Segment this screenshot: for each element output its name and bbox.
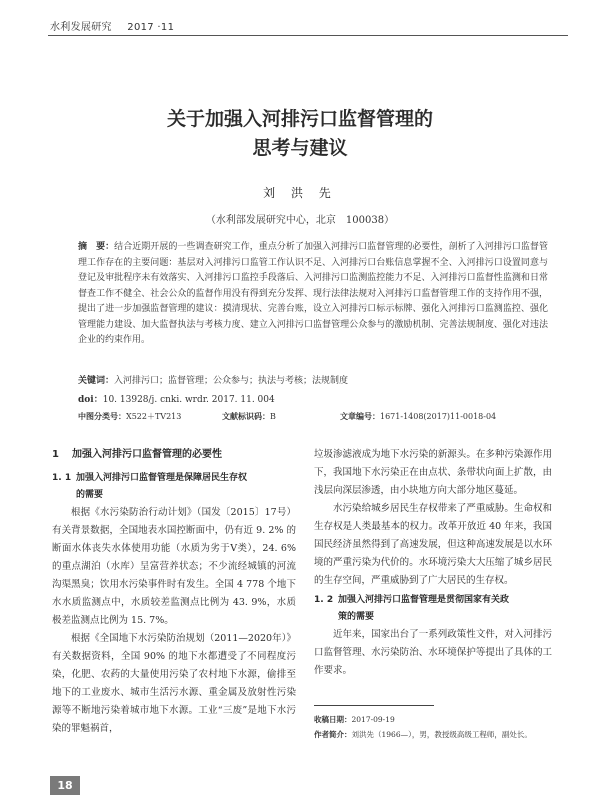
received-label: 收稿日期： <box>314 715 352 724</box>
author-info: 刘洪先（1966—），男，教授级高级工程师，副处长。 <box>351 730 532 739</box>
right-column <box>314 446 552 680</box>
doc-code-value: B <box>270 412 276 421</box>
keywords <box>78 373 548 386</box>
doc-code-label: 文献标识码： <box>222 412 270 421</box>
section-1-1-title: 加强入河排污口监督管理是保障居民生存权 <box>76 473 248 483</box>
header-rule <box>48 35 568 36</box>
article-title-line2: 思考与建议 <box>252 137 348 159</box>
section-1-title: 加强入河排污口监督管理的必要性 <box>72 449 222 460</box>
left-column <box>52 446 296 738</box>
issue-label: 2017 ·11 <box>127 22 175 33</box>
clc-label: 中图分类号： <box>78 412 126 421</box>
clc-block <box>78 412 181 421</box>
section-1-2-number: 1. 2 <box>314 595 334 605</box>
running-header <box>50 18 174 33</box>
author-affiliation: （水利部发展研究中心，北京 100038） <box>205 215 395 226</box>
section-1-2-title: 加强入河排污口监督管理是贯彻国家有关政 <box>338 595 510 605</box>
article-no-label: 文章编号： <box>340 412 380 421</box>
page-number: 18 <box>50 776 80 795</box>
article-title-line1: 关于加强入河排污口监督管理的 <box>166 108 433 130</box>
section-1-2-title-cont: 策的需要 <box>338 612 375 622</box>
abstract-text: 结合近期开展的一些调查研究工作，重点分析了加强入河排污口监督管理的必要性，剖析了入河排污口监督管理工作存在的主要问题：基层对入河排污口监管工作认识不足、入河排污口台账信息掌握不全、入河排污口设置同意与登记及审批程序未有效落实、入河排污口监控手段落后、入河排污口监测监控能力不足、入河排污口监督性监测和日常督查工作不健全、社会公众的监督作用没有得到充分发挥、现行法律法规对入河排污口监督管理工作的支持作用不强，提出了进一步加强监督管理的建议：摸清现状、完善台账，设立入河排污口标示标牌、强化入河排污口监测监控、强化管理能力建设、加大监督执法与考核力度、建立入河排污口监督管理公众参与的激励机制、完善法规制度、强化对违法企业的约束作用。 <box>78 242 548 345</box>
section-1-1-number: 1. 1 <box>52 473 72 483</box>
body-paragraph: 根据《全国地下水污染防治规划（2011—2020年）》有关数据资料，全国 90% 的地下水都遭受了不同程度污染，化肥、农药的大量使用污染了农村地下水源，偷排至地下的工业废水、城市生活污水源、重金属及放射性污染源等不断地污染着城市地下水源。工业“三废”是地下水污染的罪魁祸首， <box>52 633 296 734</box>
footnote-rule <box>314 705 434 706</box>
footnote-author <box>314 729 532 740</box>
classification-meta <box>78 411 548 422</box>
keywords-text: 入河排污口；监督管理；公众参与；执法与考核；法规制度 <box>114 376 349 386</box>
article-no-value: 1671-1408(2017)11-0018-04 <box>380 412 497 421</box>
doc-code-block <box>222 411 276 422</box>
body-paragraph: 水污染给城乡居民生存权带来了严重威胁。生命权和生存权是人类最基本的权力。改革开放近 40 年来，我国国民经济虽然得到了高速发展，但这种高速发展是以水环境的严重污染为代价的。水环境污染大大压缩了城乡居民的生存空间，严重威胁到了广大居民的生存权。 <box>314 503 552 586</box>
doi-text: 10. 13928/j. cnki. wrdr. 2017. 11. 004 <box>102 395 275 405</box>
abstract-label: 摘 要： <box>78 242 115 252</box>
received-date: 2017-09-19 <box>351 715 395 724</box>
body-paragraph: 垃圾渗滤液成为地下水污染的新源头。在多种污染源作用下，我国地下水污染正在由点状、条带状向面上扩散，由浅层向深层渗透，由小块地方向大部分地区蔓延。 <box>314 449 552 496</box>
clc-value: X522＋TV213 <box>126 412 182 421</box>
doi-label: doi： <box>78 395 103 405</box>
abstract <box>78 240 548 349</box>
section-1-number: 1 <box>52 449 59 460</box>
author-info-label: 作者简介： <box>314 730 352 739</box>
doi <box>78 392 275 405</box>
section-1-2-heading <box>314 592 552 626</box>
section-1-1-heading <box>52 470 296 504</box>
author-name: 刘 洪 先 <box>263 186 337 200</box>
section-1-1-title-cont: 的需要 <box>76 490 104 500</box>
keywords-label: 关键词： <box>78 376 115 386</box>
article-no-block <box>340 411 496 422</box>
journal-name: 水利发展研究 <box>50 22 112 33</box>
footnote-received <box>314 714 395 725</box>
section-1-heading <box>52 446 296 464</box>
body-paragraph: 近年来，国家出台了一系列政策性文件，对入河排污口监督管理、水污染防治、水环境保护等提出了具体的工作要求。 <box>314 629 552 676</box>
body-paragraph: 根据《水污染防治行动计划》（国发〔2015〕17号）有关背景数据，全国地表水国控断面中，仍有近 9. 2% 的断面水体丧失水体使用功能（水质为劣于Ⅴ类），24. 6% 的重点湖泊（水库）呈富营养状态；不少流经城镇的河流沟渠黑臭；饮用水污染事件时有发生。全国 4 778 个地下水水质监测点中，水质较差监测点比例为 43. 9%，水质极差监测点比例为 15. 7%。 <box>52 507 296 626</box>
